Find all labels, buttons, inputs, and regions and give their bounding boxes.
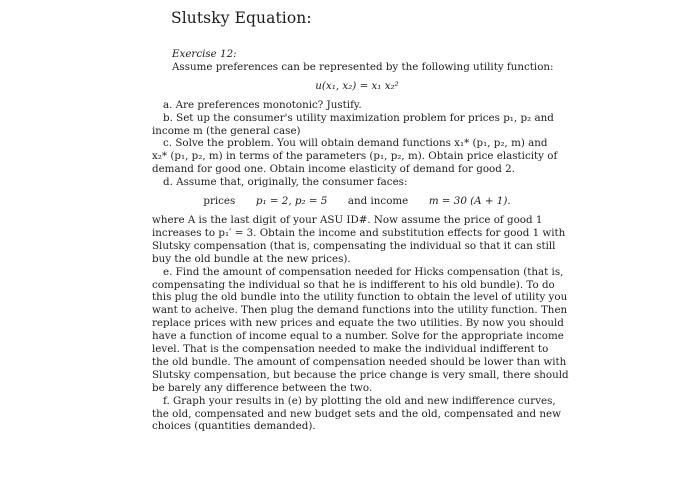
part-e-line: want to acheive. Then plug the demand functions into the utility function. Then bbox=[152, 304, 568, 317]
prices-values: p₁ = 2, p₂ = 5 bbox=[255, 195, 328, 208]
part-c-line: c. Solve the problem. You will obtain demand functions x₁* (p₁, p₂, m) and bbox=[163, 137, 548, 150]
part-d-line: buy the old bundle at the new prices). bbox=[152, 252, 351, 265]
part-f-line: the old, compensated and new budget sets and the old, compensated and new bbox=[152, 407, 561, 420]
part-e-line: compensating the individual so that he is indifferent to his old bundle). To do bbox=[152, 278, 555, 291]
part-e-line: replace prices with new prices and equate the two utilities. By now you should bbox=[152, 317, 564, 330]
part-e-line: level. That is the compensation needed to make the individual indifferent to bbox=[152, 343, 549, 356]
part-d-line: d. Assume that, originally, the consumer faces: bbox=[163, 176, 408, 189]
part-c-line: demand for good one. Obtain income elasticity of demand for good 2. bbox=[152, 163, 515, 176]
price-conditions bbox=[152, 195, 562, 208]
part-d-line: where A is the last digit of your ASU ID#. Now assume the price of good 1 bbox=[152, 213, 543, 226]
part-c-line: x₂* (p₁, p₂, m) in terms of the parameters (p₁, p₂, m). Obtain price elasticity of bbox=[152, 150, 558, 163]
exercise-body bbox=[152, 48, 569, 433]
part-f bbox=[152, 395, 562, 434]
page-title: Slutsky Equation: bbox=[171, 9, 312, 27]
part-e-line: have a function of income equal to a number. Solve for the appropriate income bbox=[152, 330, 564, 343]
part-c bbox=[152, 137, 562, 176]
part-e-line: this plug the old bundle into the utility function to obtain the level of utility you bbox=[152, 291, 568, 304]
utility-function: u(x₁, x₂) = x₁ x₂² bbox=[315, 79, 399, 92]
part-a-line: a. Are preferences monotonic? Justify. bbox=[163, 98, 362, 111]
part-a bbox=[152, 99, 562, 112]
part-e-line: the old bundle. The amount of compensation needed should be lower than with bbox=[152, 355, 567, 368]
part-e-line: e. Find the amount of compensation needed for Hicks compensation (that is, bbox=[163, 265, 564, 278]
intro-text: Assume preferences can be represented by the following utility function: bbox=[172, 60, 554, 73]
part-f-line: choices (quantities demanded). bbox=[152, 420, 316, 433]
part-d bbox=[152, 176, 566, 265]
income-label: and income bbox=[347, 195, 409, 208]
part-b-line: income m (the general case) bbox=[152, 124, 301, 137]
part-e-line: Slutsky compensation, but because the price change is very small, there should bbox=[152, 368, 569, 381]
exercise-label: Exercise 12: bbox=[172, 48, 237, 60]
part-d-line: increases to p₁′ = 3. Obtain the income and substitution effects for good 1 with bbox=[152, 226, 566, 239]
part-b-line: b. Set up the consumer's utility maximization problem for prices p₁, p₂ and bbox=[163, 111, 554, 124]
part-f-line: f. Graph your results in (e) by plotting the old and new indifference curves, bbox=[163, 394, 556, 407]
income-value: m = 30 (A + 1). bbox=[428, 195, 511, 208]
part-e-line: be barely any difference between the two. bbox=[152, 381, 373, 394]
prices-label: prices bbox=[203, 195, 236, 208]
part-d-line: Slutsky compensation (that is, compensating the individual so that it can still bbox=[152, 239, 556, 252]
part-b bbox=[152, 112, 562, 138]
part-e bbox=[152, 265, 569, 395]
